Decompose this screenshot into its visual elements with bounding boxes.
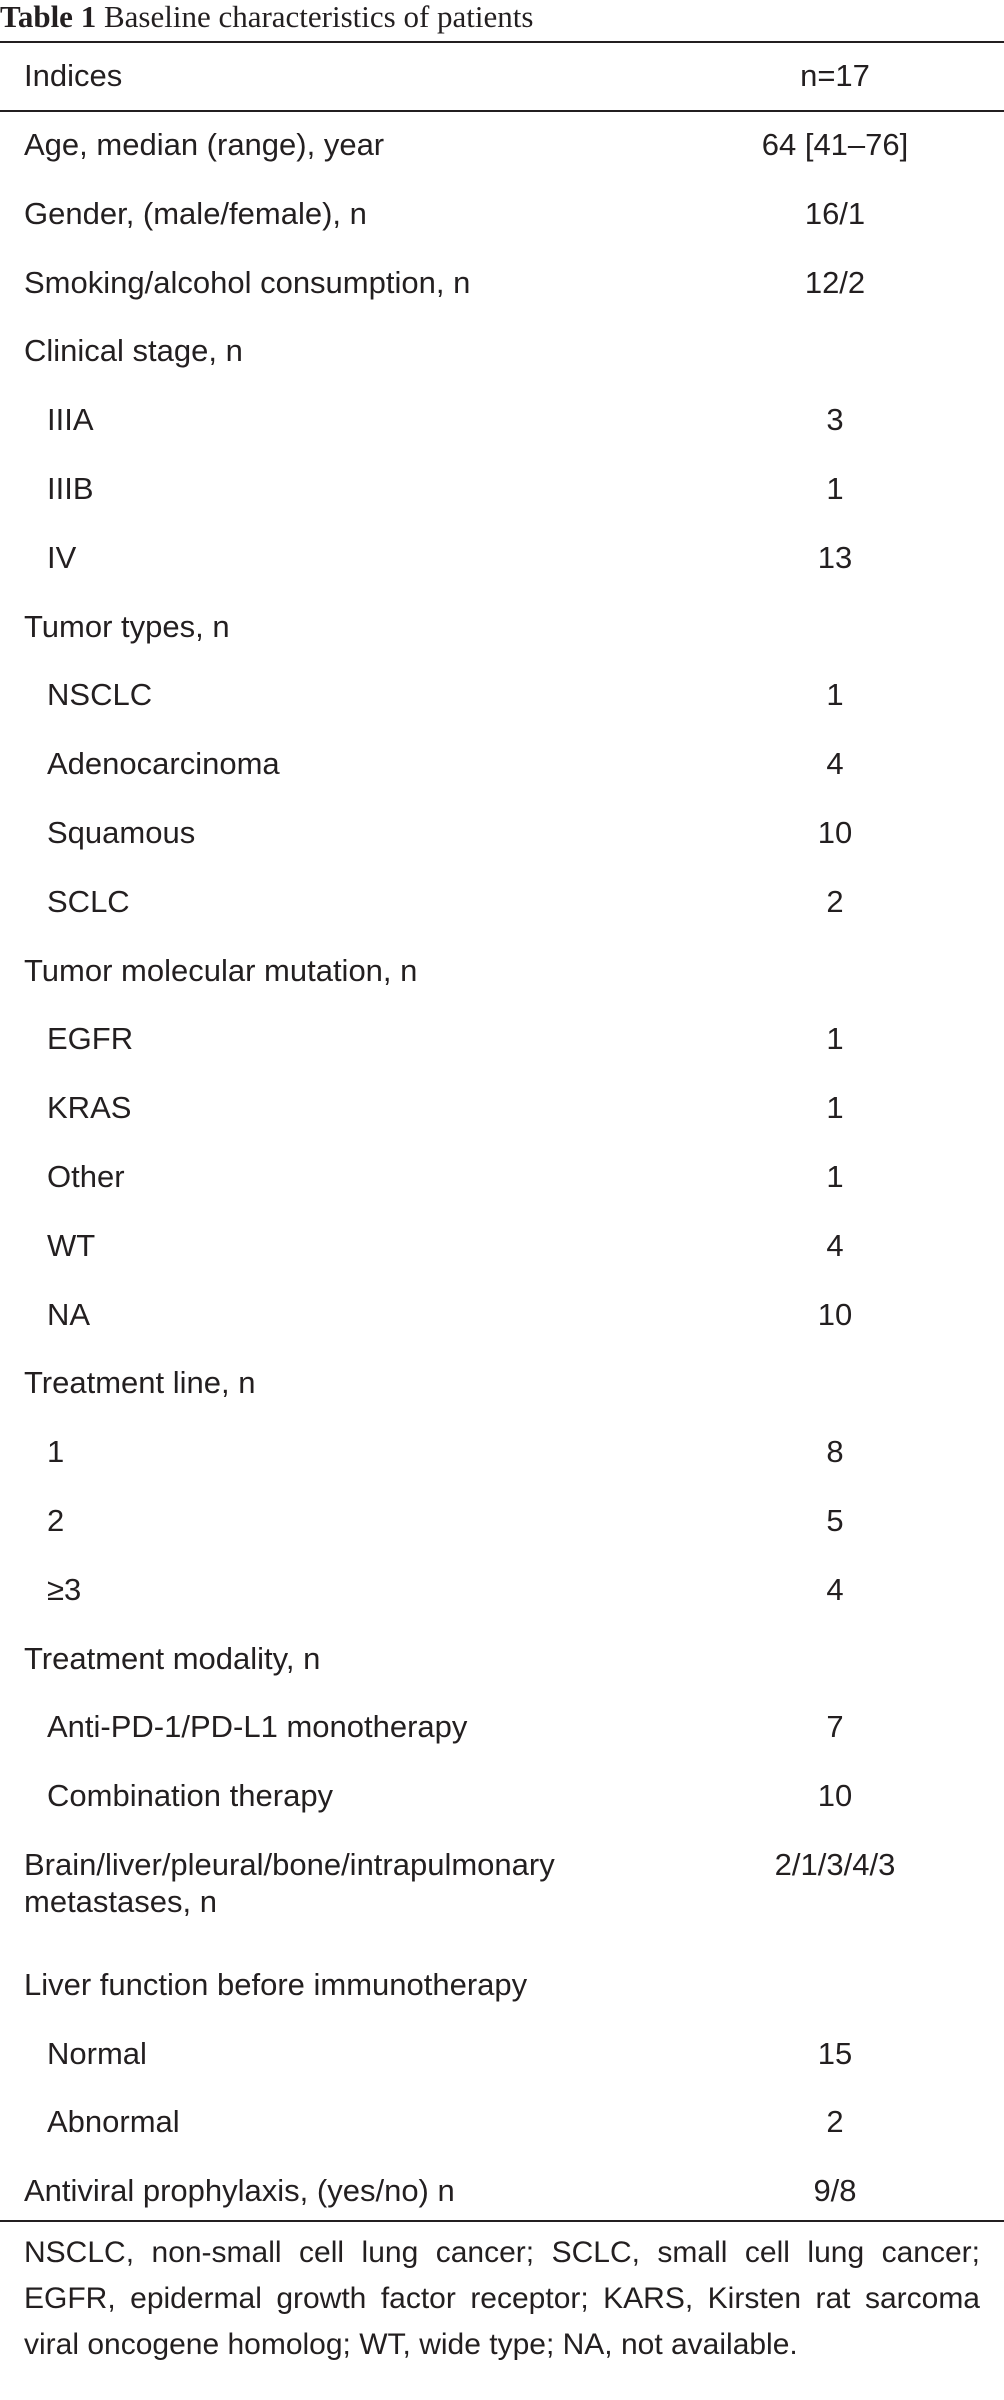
row-sublabel: KRAS (47, 1090, 132, 1125)
row-sublabel: Anti-PD-1/PD-L1 monotherapy (47, 1709, 468, 1744)
row-label: Smoking/alcohol consumption, n (24, 265, 471, 300)
table-row (0, 1708, 1004, 1776)
row-value: 1 (826, 1090, 844, 1125)
row-value: 2 (826, 884, 844, 919)
row-sublabel: NA (47, 1297, 91, 1332)
bottom-rule (0, 2220, 1004, 2222)
row-value: 9/8 (813, 2173, 857, 2208)
row-label: Tumor molecular mutation, n (24, 953, 418, 988)
table-row (0, 126, 1004, 194)
row-value: 1 (826, 471, 844, 506)
row-value: 7 (826, 1709, 844, 1744)
row-value: 10 (817, 1778, 853, 1813)
table-row (0, 608, 1004, 676)
row-value: 1 (826, 1021, 844, 1056)
table-footnote: NSCLC, non-small cell lung cancer; SCLC, small cell lung cancer; EGFR, epidermal growth factor receptor; KARS, Kirsten rat sarcoma viral oncogene homolog; WT, wide type; NA, not available. (24, 2236, 980, 2361)
row-label: Antiviral prophylaxis, (yes/no) n (24, 2173, 455, 2208)
table-row (0, 539, 1004, 607)
row-value: 2/1/3/4/3 (774, 1847, 896, 1882)
row-sublabel: 2 (47, 1503, 65, 1538)
row-value: 8 (826, 1434, 844, 1469)
row-sublabel: Combination therapy (47, 1778, 334, 1813)
row-value: 12/2 (804, 265, 866, 300)
row-value: 13 (817, 540, 853, 575)
row-label: Brain/liver/pleural/bone/intrapulmonary metastases, n (24, 1847, 555, 1919)
row-sublabel: ≥3 (47, 1572, 82, 1607)
row-label: Treatment line, n (24, 1365, 256, 1400)
table-number: Table 1 (0, 0, 97, 34)
row-value: 3 (826, 402, 844, 437)
table-row (0, 676, 1004, 744)
table-row (0, 1296, 1004, 1364)
table-row (0, 1158, 1004, 1226)
table-row (0, 883, 1004, 951)
table-row (0, 1571, 1004, 1639)
row-label: Gender, (male/female), n (24, 196, 367, 231)
table-row (0, 1364, 1004, 1432)
row-value: 1 (826, 1159, 844, 1194)
row-value: 10 (817, 1297, 853, 1332)
table-row (0, 1966, 1004, 2034)
row-sublabel: Adenocarcinoma (47, 746, 280, 781)
row-sublabel: IIIA (47, 402, 94, 437)
row-sublabel: 1 (47, 1434, 65, 1469)
row-sublabel: Squamous (47, 815, 196, 850)
row-value: 4 (826, 1572, 844, 1607)
row-sublabel: IIIB (47, 471, 94, 506)
row-sublabel: Abnormal (47, 2104, 180, 2139)
top-rule (0, 41, 1004, 43)
row-value: 4 (826, 1228, 844, 1263)
row-label: Age, median (range), year (24, 127, 385, 162)
table-row (0, 332, 1004, 400)
row-label: Tumor types, n (24, 609, 230, 644)
row-value: 2 (826, 2104, 844, 2139)
header-n: n=17 (800, 58, 870, 93)
table-row (0, 1089, 1004, 1157)
row-value: 10 (817, 815, 853, 850)
row-sublabel: Other (47, 1159, 125, 1194)
table-row (0, 1777, 1004, 1845)
table-row (0, 401, 1004, 469)
row-label: Treatment modality, n (24, 1641, 321, 1676)
row-value: 4 (826, 746, 844, 781)
table-row (0, 470, 1004, 538)
row-value: 64 [41–76] (761, 127, 909, 162)
table-title: Baseline characteristics of patients (103, 0, 534, 34)
row-value: 16/1 (804, 196, 866, 231)
row-label: Clinical stage, n (24, 333, 243, 368)
table-header-row (0, 57, 1004, 125)
table-row (0, 1640, 1004, 1708)
table-row (0, 745, 1004, 813)
row-value: 15 (817, 2036, 853, 2071)
table-row (0, 1020, 1004, 1088)
header-indices: Indices (24, 58, 123, 93)
row-label: Liver function before immunotherapy (24, 1967, 528, 2002)
row-value: 5 (826, 1503, 844, 1538)
table-row (0, 952, 1004, 1020)
table-row (0, 195, 1004, 263)
table-caption (0, 0, 1004, 36)
table-row (0, 2035, 1004, 2103)
table-row (0, 814, 1004, 882)
row-sublabel: NSCLC (47, 677, 153, 712)
table-row (0, 264, 1004, 332)
row-sublabel: IV (47, 540, 77, 575)
header-rule (0, 110, 1004, 112)
row-sublabel: SCLC (47, 884, 130, 919)
row-sublabel: EGFR (47, 1021, 134, 1056)
row-sublabel: WT (47, 1228, 96, 1263)
table-row (0, 1433, 1004, 1501)
table-row (0, 1502, 1004, 1570)
table-row (0, 1846, 1004, 1936)
table-row (0, 1227, 1004, 1295)
row-sublabel: Normal (47, 2036, 147, 2071)
table-row (0, 2103, 1004, 2171)
row-value: 1 (826, 677, 844, 712)
